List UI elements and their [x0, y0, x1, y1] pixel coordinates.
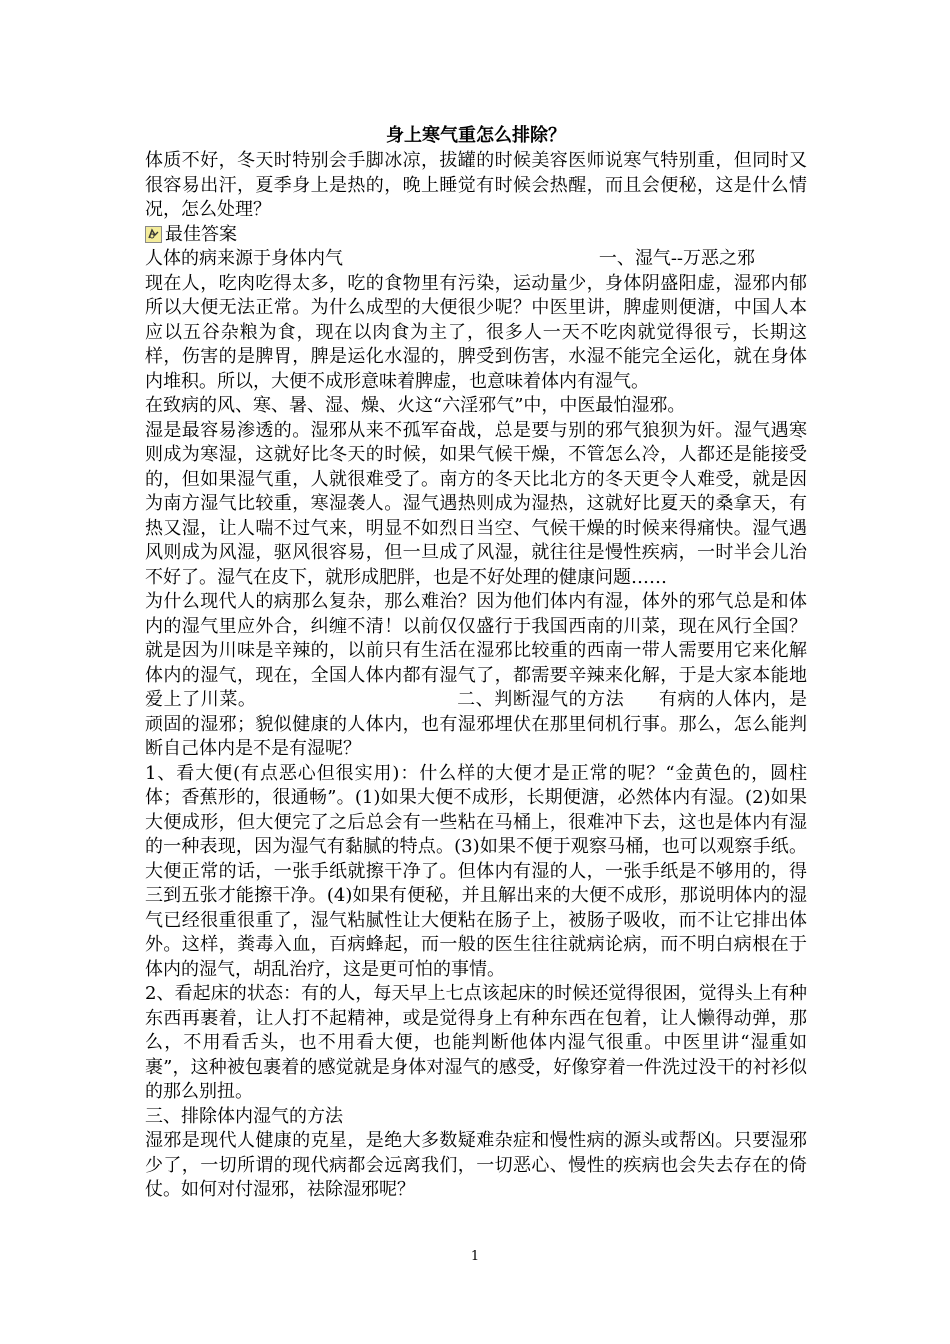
section-heading-1: 一、湿气--万恶之邪	[598, 248, 755, 269]
paragraph-5: 1、看大便(有点恶心但很实用)：什么样的大便才是正常的呢？“金黄色的，圆柱体；香蕉形的，很通畅”。(1)如果大便不成形，长期便溏，必然体内有湿。(2)如果大便成形，但大便完了之后总会有一些粘在马桶上，很难冲下去，这也是体内有湿的一种表现，因为湿气有黏腻的特点。(3)如果不便于观察马桶，也可以观察手纸。大便正常的话，一张手纸就擦干净了。但体内有湿的人，一张手纸是不够用的，得三到五张才能擦干净。(4)如果有便秘，并且解出来的大便不成形，那说明体内的湿气已经很重很重了，湿气粘腻性让大便粘在肠子上，被肠子吸收，而不让它排出体外。这样，粪毒入血，百病蜂起，而一般的医生往往就病论病，而不明白病根在于体内的湿气，胡乱治疗，这是更可怕的事情。	[145, 762, 807, 980]
paragraph-4-continued: 有病的人体内，是顽固的湿邪；貌似健康的人体内，也有湿邪埋伏在那里伺机行事。那么，怎么能判断自己体内是不是有湿呢？	[145, 689, 808, 759]
section-line	[145, 247, 807, 272]
question-paragraph: 体质不好，冬天时特别会手脚冰凉，拔罐的时候美容医师说寒气特别重，但同时又很容易出汗，夏季身上是热的，晚上睡觉有时候会热醒，而且会便秘，这是什么情况，怎么处理？	[145, 150, 807, 220]
paragraph-4	[145, 590, 807, 762]
section-heading-3: 三、排除体内湿气的方法	[145, 1105, 343, 1127]
paragraph-3: 湿是最容易渗透的。湿邪从来不孤军奋战，总是要与别的邪气狼狈为奸。湿气遇寒则成为寒湿，这就好比冬天的时候，如果气候干燥，不管怎么冷，人都还是能接受的，但如果湿气重，人就很难受了。南方的冬天比北方的冬天更令人难受，就是因为南方湿气比较重，寒湿袭人。湿气遇热则成为湿热，这就好比夏天的桑拿天，有热又湿，让人喘不过气来，明显不如烈日当空、气候干燥的时候来得痛快。湿气遇风则成为风湿，驱风很容易，但一旦成了风湿，就往往是慢性疾病，一时半会儿治不好了。湿气在皮下，就形成肥胖，也是不好处理的健康问题……	[145, 419, 807, 588]
section-heading-2: 二、判断湿气的方法	[456, 689, 625, 710]
best-answer-label: 最佳答案	[165, 223, 237, 245]
paragraph-2: 在致病的风、寒、暑、湿、燥、火这“六淫邪气”中，中医最怕湿邪。	[145, 395, 686, 416]
document-title: 身上寒气重怎么排除？	[386, 125, 566, 146]
paragraph-8: 湿邪是现代人健康的克星，是绝大多数疑难杂症和慢性病的源头或帮凶。只要湿邪少了，一切所谓的现代病都会远离我们，一切恶心、慢性的疾病也会失去存在的倚仗。如何对付湿邪，祛除湿邪呢？	[145, 1130, 807, 1200]
paragraph-1: 现在人，吃肉吃得太多，吃的食物里有污染，运动量少，身体阴盛阳虚，湿邪内郁所以大便无法正常。为什么成型的大便很少呢？中医里讲，脾虚则便溏，中国人本应以五谷杂粮为食，现在以肉食为主了，很多人一天不吃肉就觉得很亏，长期这样，伤害的是脾胃，脾是运化水湿的，脾受到伤害，水湿不能完全运化，就在身体内堆积。所以，大便不成形意味着脾虚，也意味着体内有湿气。	[145, 272, 807, 392]
best-answer-header	[145, 223, 807, 248]
paragraph-6: 2、看起床的状态：有的人，每天早上七点该起床的时候还觉得很困，觉得头上有种东西再裹着，让人打不起精神，或是觉得身上有种东西在包着，让人懒得动弹，那么，不用看舌头，也不用看大便，也能判断他体内湿气很重。中医里讲“湿重如裹”，这种被包裹着的感觉就是身体对湿气的感受，好像穿着一件洗过没干的衬衫似的那么别扭。	[145, 983, 807, 1102]
best-answer-icon	[145, 226, 162, 243]
paragraph-4-text: 为什么现代人的病那么复杂，那么难治？因为他们体内有湿，体外的邪气总是和体内的湿气里应外合，纠缠不清！以前仅仅盛行于我国西南的川菜，现在风行全国？就是因为川味是辛辣的，以前只有生活在湿邪比较重的西南一带人需要用它来化解体内的湿气，现在，全国人体内都有湿气了，都需要辛辣来化解，于是大家本能地爱上了川菜。	[145, 591, 807, 710]
line-left-text: 人体的病来源于身体内气	[145, 248, 343, 269]
page-number: 1	[470, 1249, 480, 1264]
document-body	[145, 123, 807, 1203]
